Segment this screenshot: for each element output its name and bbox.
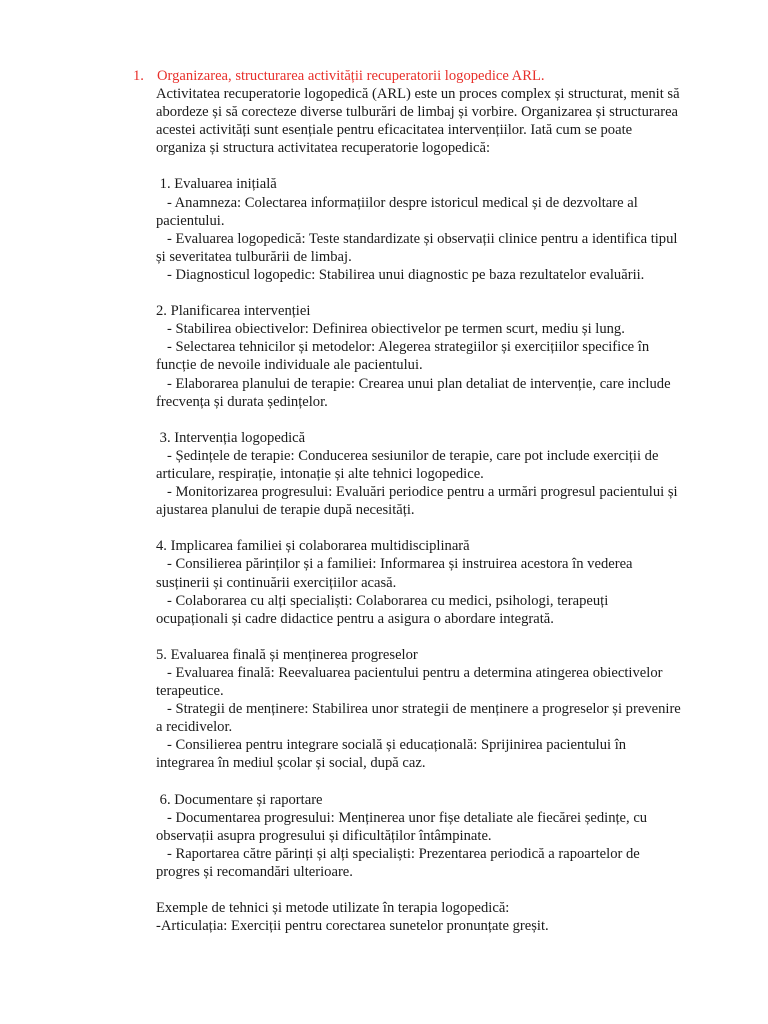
text-line: pacientului.: [156, 212, 225, 229]
text-line: - Colaborarea cu alți specialiști: Colaborarea cu medici, psihologi, terapeuți: [156, 592, 609, 609]
text-line: - Evaluarea finală: Reevaluarea pacientului pentru a determina atingerea obiectivelor: [156, 665, 663, 681]
text-line: și severitatea tulburării de limbaj.: [156, 248, 352, 265]
text-line: - Anamneza: Colectarea informațiilor despre istoricul medical și de dezvoltare al: [156, 194, 638, 211]
text-line: susținerii și continuării exercițiilor acasă.: [156, 574, 397, 591]
heading-text: Organizarea, structurarea activității recuperatorii logopedice ARL.: [157, 68, 545, 84]
blank-line: [156, 628, 716, 646]
text-line: funcție de nevoile individuale ale pacientului.: [156, 357, 423, 374]
document-body: [156, 85, 716, 935]
text-line: - Elaborarea planului de terapie: Crearea unui plan detaliat de intervenție, care include: [156, 375, 671, 392]
text-line: progres și recomandări ulterioare.: [156, 864, 353, 881]
text-line: acestei activități sunt esențiale pentru eficacitatea intervențiilor. Iată cum se poate: [156, 122, 633, 139]
text-line: Exemple de tehnici și metode utilizate în terapia logopedică:: [156, 900, 510, 917]
text-line: ocupaționali și cadre didactice pentru a asigura o abordare integrată.: [156, 610, 554, 627]
blank-line: [156, 881, 716, 899]
text-line: - Raportarea către părinți și alți specialiști: Prezentarea periodică a rapoartelor de: [156, 845, 640, 862]
text-line: abordeze și să corecteze diverse tulburări de limbaj și vorbire. Organizarea și structurarea: [156, 104, 679, 121]
text-line: - Stabilirea obiectivelor: Definirea obiectivelor pe termen scurt, mediu și lung.: [156, 321, 625, 338]
text-line: - Monitorizarea progresului: Evaluări periodice pentru a urmări progresul pacientului și: [156, 484, 678, 501]
text-line: - Ședințele de terapie: Conducerea sesiunilor de terapie, care pot include exerciții de: [156, 447, 659, 464]
text-line: 2. Planificarea intervenției: [156, 303, 311, 320]
text-line: 5. Evaluarea finală și menținerea progreselor: [156, 646, 418, 663]
text-line: Activitatea recuperatorie logopedică (ARL) este un proces complex și structurat, menit să: [156, 86, 680, 102]
text-line: - Consilierea pentru integrare socială și educațională: Sprijinirea pacientului în: [156, 737, 627, 754]
text-line: ajustarea planului de terapie după necesități.: [156, 502, 415, 519]
text-line: 4. Implicarea familiei și colaborarea multidisciplinară: [156, 538, 470, 555]
text-line: observații asupra progresului și dificultăților întâmpinate.: [156, 827, 492, 844]
blank-line: [156, 284, 716, 302]
text-line: terapeutice.: [156, 683, 224, 700]
section-heading: [133, 67, 545, 85]
text-line: articulare, respirație, intonație și alte tehnici logopedice.: [156, 465, 484, 482]
text-line: 6. Documentare și raportare: [156, 791, 323, 808]
blank-line: [156, 411, 716, 429]
text-line: - Strategii de menținere: Stabilirea unor strategii de menținere a progreselor și prevenire: [156, 701, 681, 718]
text-line: organiza și structura activitatea recuperatorie logopedică:: [156, 140, 491, 157]
text-line: - Evaluarea logopedică: Teste standardizate și observații clinice pentru a identifica tipul: [156, 230, 678, 247]
blank-line: [156, 773, 716, 791]
text-line: integrarea în mediul școlar și social, după caz.: [156, 755, 426, 772]
text-line: - Documentarea progresului: Menținerea unor fișe detaliate ale fiecărei ședințe, cu: [156, 809, 648, 826]
text-line: 1. Evaluarea inițială: [156, 176, 277, 193]
blank-line: [156, 157, 716, 175]
text-line: frecvența și durata ședințelor.: [156, 393, 328, 410]
heading-number: 1.: [133, 68, 144, 84]
text-line: - Diagnosticul logopedic: Stabilirea unui diagnostic pe baza rezultatelor evaluării.: [156, 266, 645, 283]
text-line: -Articulația: Exerciții pentru corectarea sunetelor pronunțate greșit.: [156, 918, 549, 935]
text-line: a recidivelor.: [156, 719, 233, 736]
text-line: - Consilierea părinților și a familiei: Informarea și instruirea acestora în vederea: [156, 556, 633, 573]
text-line: - Selectarea tehnicilor și metodelor: Alegerea strategiilor și exercițiilor specifice în: [156, 339, 650, 356]
blank-line: [156, 519, 716, 537]
text-line: 3. Intervenția logopedică: [156, 429, 306, 446]
